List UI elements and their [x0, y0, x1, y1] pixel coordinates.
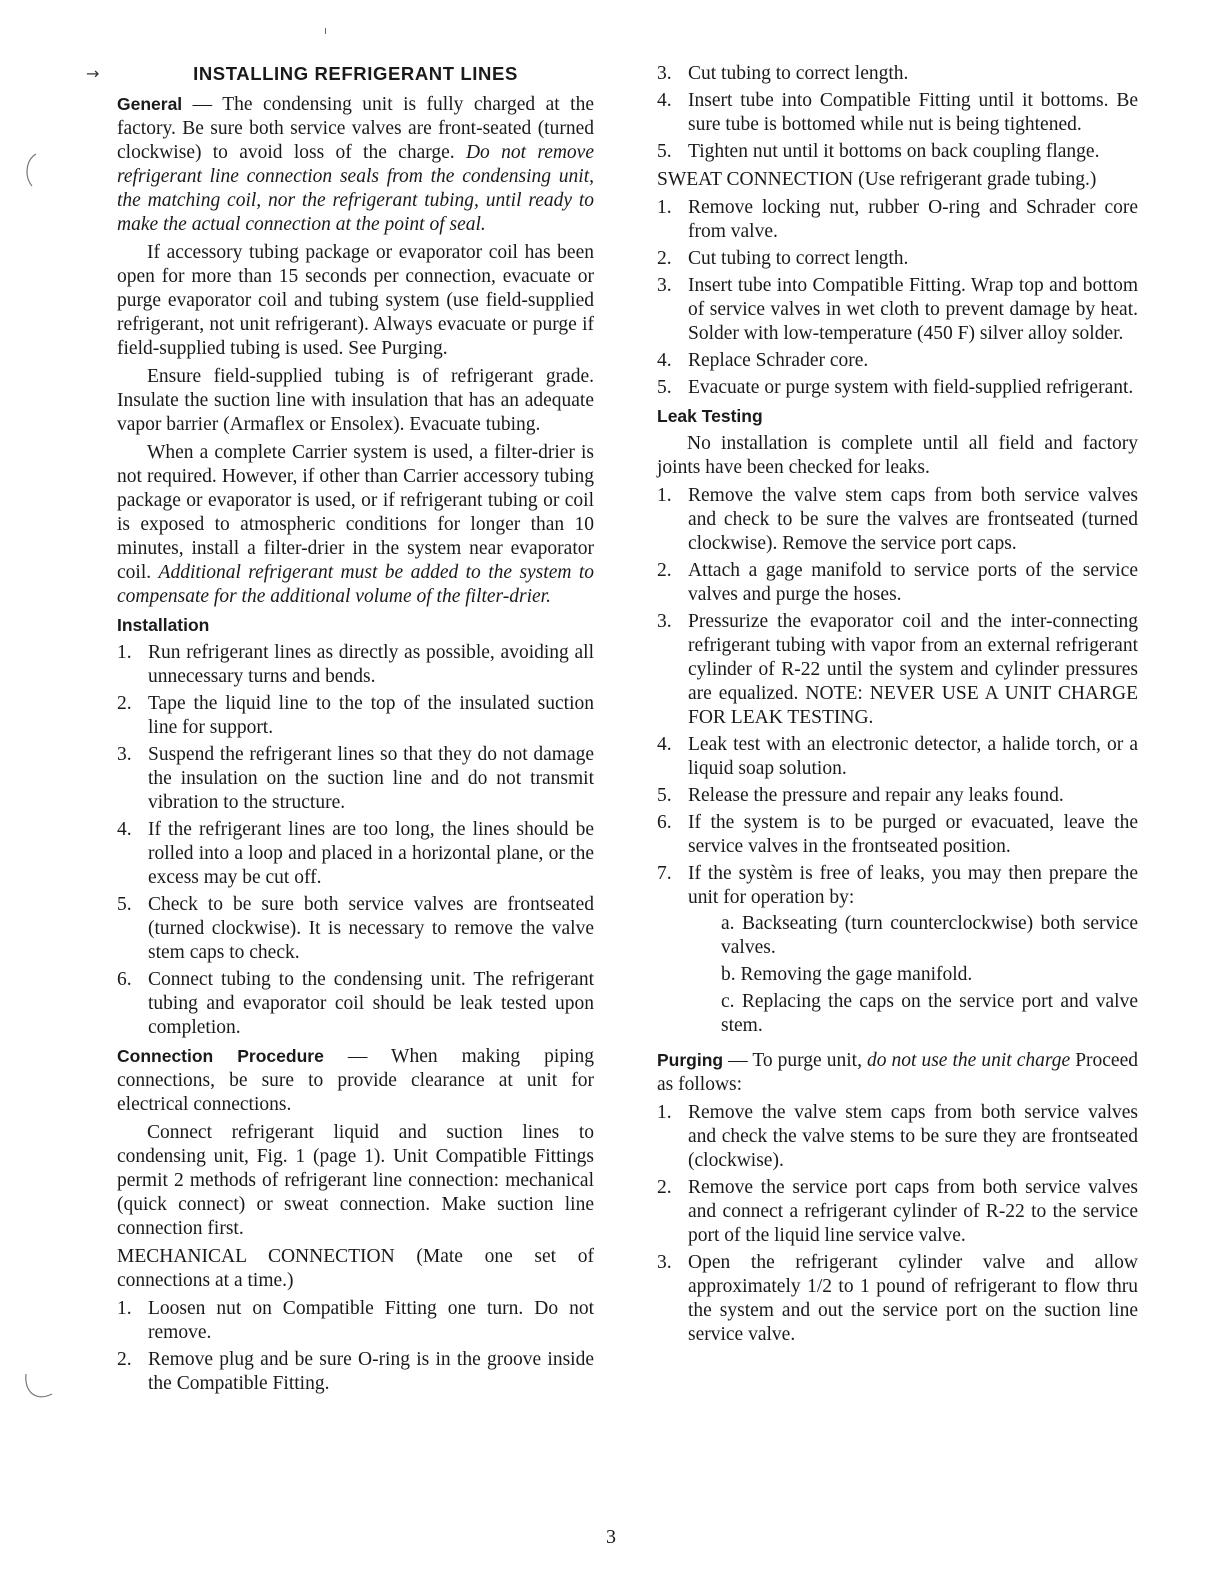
list-item: 3. Suspend the refrigerant lines so that they do not damage the insulation on the suction line and do not transmit vibration to the structure. — [117, 744, 594, 813]
mechanical-connection-heading: MECHANICAL CONNECTION (Mate one set of connections at a time.) — [117, 1246, 594, 1291]
list-item: 5. Check to be sure both service valves are frontseated (turned clockwise). It is necessary to remove the valve stem caps to check. — [117, 894, 594, 963]
scan-mark — [325, 28, 326, 34]
ensure-paragraph: Ensure field-supplied tubing is of refrigerant grade. Insulate the suction line with insulation that has an adequate vapor barrier (Armaflex or Ensolex). Evacuate tubing. — [117, 366, 594, 435]
list-item: 1. Run refrigerant lines as directly as possible, avoiding all unnecessary turns and bends. — [117, 642, 594, 687]
installation-steps — [117, 641, 594, 1040]
list-item: 7. If the systèm is free of leaks, you may then prepare the unit for operation by: a. Backseating (turn counterclockwise) both service valves. b. Removing the gage manifold. c. Replacing the caps on the service port and valve stem. — [657, 863, 1138, 1036]
section-title: INSTALLING REFRIGERANT LINES — [193, 63, 518, 84]
purging-label: Purging — [657, 1050, 724, 1070]
list-item: 1. Remove the valve stem caps from both service valves and check the valve stems to be sure they are frontseated (clockwise). — [657, 1102, 1138, 1171]
carrier-paragraph: When a complete Carrier system is used, a filter-drier is not required. However, if other than Carrier accessory tubing package or evaporator is used, or if refrigerant tubing or coil is exposed to atmospheric conditions for longer than 10 minutes, install a filter-drier in the system near evaporator coil. Additional refrigerant must be added to the system to compensate for the additional volume of the filter-drier. — [117, 442, 594, 607]
list-item: 4. Leak test with an electronic detector, a halide torch, or a liquid soap solution. — [657, 734, 1138, 779]
leak-testing-intro: No installation is complete until all field and factory joints have been checked for leaks. — [657, 433, 1138, 478]
connection-procedure-paragraph: Connection Procedure — When making piping connections, be sure to provide clearance at unit for electrical connections. — [117, 1046, 594, 1115]
list-item: 1. Loosen nut on Compatible Fitting one turn. Do not remove. — [117, 1298, 594, 1343]
list-item: c. Replacing the caps on the service port and valve stem. — [721, 991, 1138, 1036]
margin-arrow-icon: → — [86, 64, 100, 83]
punch-hole-mark — [22, 1368, 62, 1408]
left-column — [117, 62, 594, 1400]
mechanical-steps-continued — [657, 62, 1138, 164]
list-item: 4. Insert tube into Compatible Fitting until it bottoms. Be sure tube is bottomed while nut is being tightened. — [657, 90, 1138, 135]
installation-heading: Installation — [117, 615, 210, 635]
list-item: 1. Remove the valve stem caps from both service valves and check to be sure the valves are frontseated (turned clockwise). Remove the service port caps. — [657, 485, 1138, 554]
leak-testing-heading: Leak Testing — [657, 406, 763, 426]
leak-testing-steps — [657, 484, 1138, 1038]
accessory-paragraph: If accessory tubing package or evaporator coil has been open for more than 15 seconds per connection, evacuate or purge evaporator coil and tubing system (use field-supplied refrigerant, not unit refrigerant). Always evacuate or purge if field-supplied tubing is used. See Purging. — [117, 242, 594, 359]
punch-hole-mark — [20, 150, 44, 190]
list-item: 2. Tape the liquid line to the top of the insulated suction line for support. — [117, 693, 594, 738]
list-item: 2. Remove the service port caps from both service valves and connect a refrigerant cylinder of R-22 to the service port of the liquid line service valve. — [657, 1177, 1138, 1246]
connection-procedure-label: Connection Procedure — [117, 1046, 324, 1066]
list-item: 5. Evacuate or purge system with field-supplied refrigerant. — [657, 377, 1134, 398]
filter-drier-note: Additional refrigerant must be added to the system to compensate for the additional volume of the filter-drier. — [117, 562, 594, 607]
operation-prep-substeps — [688, 912, 1138, 1038]
list-item: 3. Insert tube into Compatible Fitting. Wrap top and bottom of service valves in wet cloth to prevent damage by heat. Solder with low-temperature (450 F) silver alloy solder. — [657, 275, 1138, 344]
page-number: 3 — [606, 1526, 616, 1548]
general-paragraph: General — The condensing unit is fully charged at the factory. Be sure both service valves are front-seated (turned clockwise) to avoid loss of the charge. Do not remove refrigerant line connection seals from the condensing unit, the matching coil, nor the refrigerant tubing, until ready to make the actual connection at the point of seal. — [117, 94, 594, 235]
list-item: 2. Cut tubing to correct length. — [657, 248, 909, 269]
list-item: 3. Pressurize the evaporator coil and the inter-connecting refrigerant tubing with vapor from an external refrigerant cylinder of R-22 until the system and cylinder pressures are equalized. NOTE: NEVER USE A UNIT CHARGE FOR LEAK TESTING. — [657, 611, 1138, 728]
list-item: 1. Remove locking nut, rubber O-ring and Schrader core from valve. — [657, 197, 1138, 242]
list-item: 5. Release the pressure and repair any leaks found. — [657, 785, 1064, 806]
list-item: 3. Cut tubing to correct length. — [657, 63, 909, 84]
sweat-steps — [657, 196, 1138, 400]
general-label: General — [117, 94, 183, 114]
purging-paragraph: Purging — To purge unit, do not use the unit charge Proceed as follows: — [657, 1050, 1138, 1095]
list-item: b. Removing the gage manifold. — [721, 964, 973, 985]
list-item: 6. If the system is to be purged or evacuated, leave the service valves in the frontseated position. — [657, 812, 1138, 857]
list-item: 4. Replace Schrader core. — [657, 350, 869, 371]
sweat-connection-heading: SWEAT CONNECTION (Use refrigerant grade tubing.) — [657, 169, 1097, 190]
list-item: 3. Open the refrigerant cylinder valve and allow approximately 1/2 to 1 pound of refrigerant to flow thru the system and out the service port on the suction line service valve. — [657, 1252, 1138, 1345]
list-item: 4. If the refrigerant lines are too long, the lines should be rolled into a loop and placed in a horizontal plane, or the excess may be cut off. — [117, 819, 594, 888]
purging-steps — [657, 1101, 1138, 1347]
list-item: a. Backseating (turn counterclockwise) both service valves. — [721, 913, 1138, 958]
right-column — [657, 62, 1138, 1351]
list-item: 5. Tighten nut until it bottoms on back coupling flange. — [657, 141, 1100, 162]
list-item: 2. Remove plug and be sure O-ring is in the groove inside the Compatible Fitting. — [117, 1349, 594, 1394]
list-item: 2. Attach a gage manifold to service ports of the service valves and purge the hoses. — [657, 560, 1138, 605]
list-item: 6. Connect tubing to the condensing unit. The refrigerant tubing and evaporator coil should be leak tested upon completion. — [117, 969, 594, 1038]
connect-lines-paragraph: Connect refrigerant liquid and suction lines to condensing unit, Fig. 1 (page 1). Unit Compatible Fittings permit 2 methods of refrigerant line connection: mechanical (quick connect) or sweat connection. Make suction line connection first. — [117, 1122, 594, 1239]
general-warning: Do not remove refrigerant line connection seals from the condensing unit, the matching coil, nor the refrigerant tubing, until ready to make the actual connection at the point of seal. — [117, 142, 594, 235]
mechanical-steps — [117, 1297, 594, 1396]
